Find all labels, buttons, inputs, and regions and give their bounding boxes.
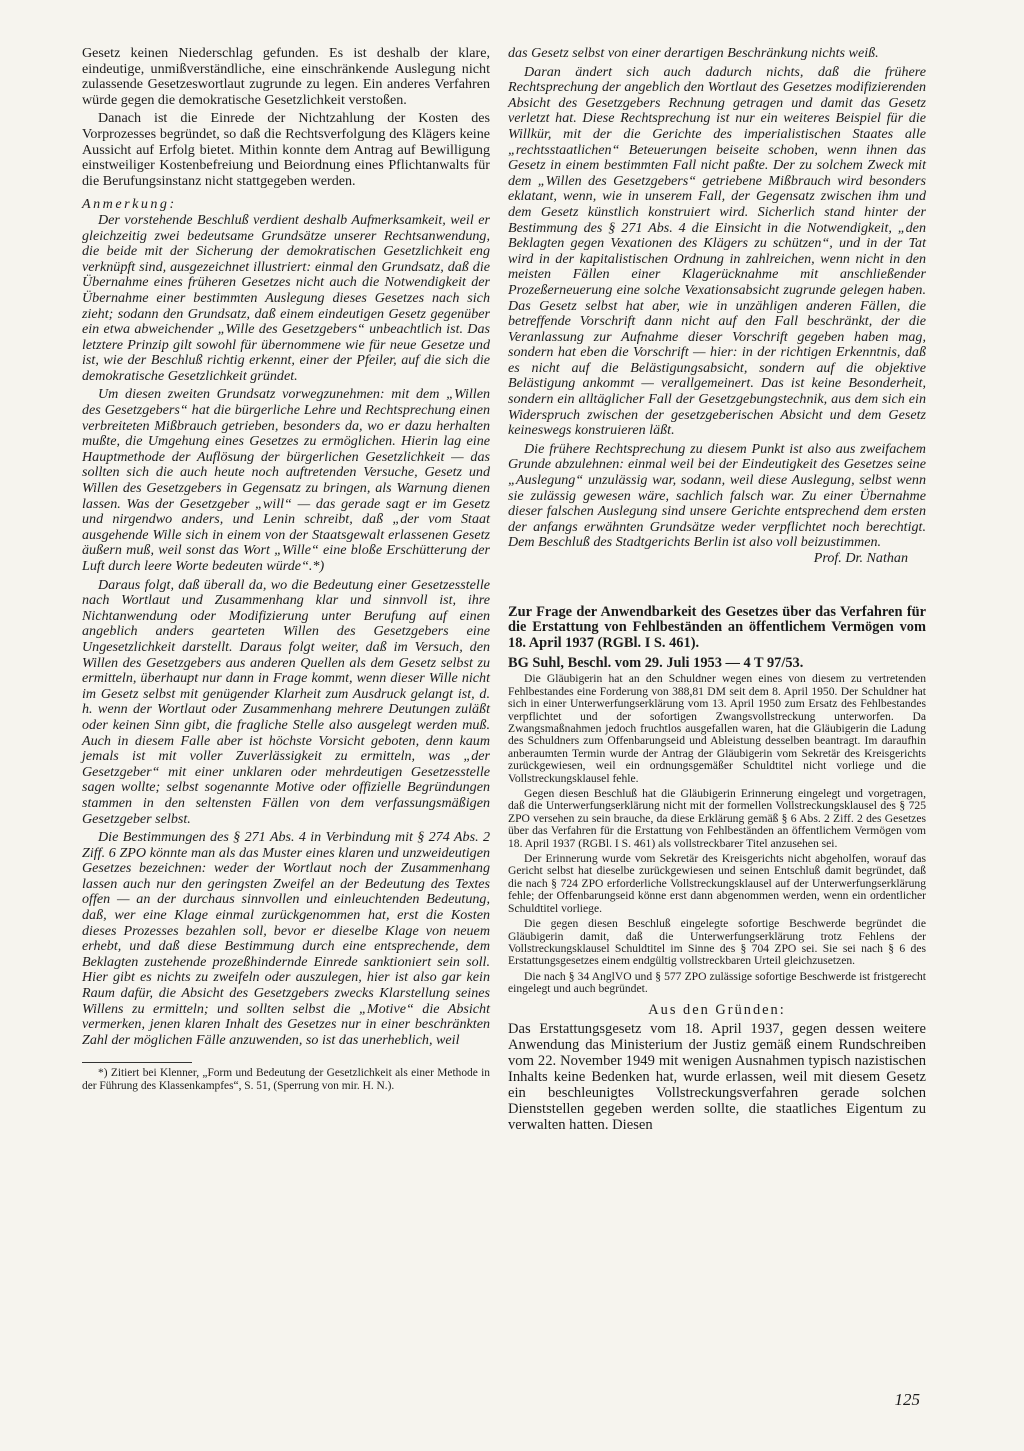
page-number: 125 bbox=[894, 1390, 920, 1409]
remark-heading: Anmerkung: bbox=[82, 196, 177, 213]
facts-paragraph: Gegen diesen Beschluß hat die Gläubigerin Erinnerung eingelegt und vorgetragen, daß die Unterwerfungserklärung nicht mit der formellen Vollstreckungsklausel des § 725 ZPO versehen zu sein brauche, da diese Erklärung gemäß § 6 Abs. 2 Ziff. 2 des Gesetzes über das Verfahren für die Erstattung von Fehlbeständen an öffentlichem Vermögen vom 18. April 1937 (RGBl. I S. 461) als vollstreckbarer Titel anzusehen sei. bbox=[508, 787, 926, 850]
reasons-heading: Aus den Gründen: bbox=[648, 1001, 786, 1018]
facts-paragraph: Der Erinnerung wurde vom Sekretär des Kreisgerichts nicht abgeholfen, worauf das Gericht selbst hat dieselbe zurückgewiesen und seinen Entschluß damit begründet, daß die nach § 724 ZPO erforderliche Vollstreckungsklausel auf der Unterwerfungserklärung fehle; der Offenbarungseid könne erst dann abgenommen werden, wenn ein ordentlicher Schuldtitel vorliege. bbox=[508, 852, 926, 915]
remark-paragraph: Die Bestimmungen des § 271 Abs. 4 in Verbindung mit § 274 Abs. 2 Ziff. 6 ZPO könnte man als das Muster eines klaren und unzweideutigen Gesetzes bezeichnen: weder der Wortlaut noch der Zusammenhang lassen auch nur den geringsten Zweifel an der Bedeutung des Textes offen — an der durchaus sinnvollen und einleuchtenden Bedeutung, daß, wer eine Klage einmal zurückgenommen hat, erst die Kosten dieses Prozesses bezahlen soll, bevor er dieselbe Klage von neuem erhebt, und daß diese Bestimmung durch eine entsprechende, dem Beklagten zustehende prozeßhindernde Einrede sanktioniert sein soll. Hier gibt es nichts zu zweifeln oder auszulegen, hier ist also gar kein Raum dafür, die Absicht des Gesetzgebers zwecks Klarstellung seines Willens zu ermitteln; und sollten selbst die „Motive“ die Absicht vermerken, jenen klaren Inhalt des Gesetzes nur in einer beschränkten Zahl der möglichen Fälle anzuwenden, so ist das unerheblich, weil bbox=[82, 829, 490, 1048]
court-reference: BG Suhl, Beschl. vom 29. Juli 1953 — 4 T 97/53. bbox=[508, 655, 804, 672]
article-title: Zur Frage der Anwendbarkeit des Gesetzes über das Verfahren für die Erstattung von Fehlbeständen an öffentlichem Vermögen vom 18. April 1937 (RGBl. I S. 461). bbox=[508, 603, 926, 651]
remark-paragraph: Der vorstehende Beschluß verdient deshalb Aufmerksamkeit, weil er gleichzeitig zwei bedeutsame Grundsätze unserer Rechtsanwendung, die beide mit der Sicherung der demokratischen Gesetzlichkeit eng verknüpft sind, ausgezeichnet illustriert: einmal den Grundsatz, daß die Übernahme eines früheren Gesetzes nicht auch die Notwendigkeit der Übernahme einer bestimmten Auslegung dieses Gesetzes nach sich zieht; sodann den Grundsatz, daß einem eindeutigen Gesetz gegenüber ein etwa abweichender „Wille des Gesetzgebers“ unbeachtlich ist. Das letztere Prinzip gilt sowohl für übernommene wie für neue Gesetze und ist, wie der Beschluß richtig erkennt, einer der Pfeiler, auf die sich die demokratische Gesetzlichkeit gründet. bbox=[82, 211, 490, 384]
facts-paragraph: Die Gläubigerin hat an den Schuldner wegen eines von diesem zu vertretenden Fehlbestandes eine Forderung von 388,81 DM seit dem 8. April 1950. Der Schuldner hat sich in einer Unterwerfungserklärung vom 13. April 1950 zum Ersatz des Fehlbestandes verpflichtet und der sofortigen Zwangsvollstreckung unterworfen. Da Zwangsmaßnahmen jedoch fruchtlos ausgefallen waren, hat die Gläubigerin die Ladung des Schuldners zum Offenbarungseid und Ableistung desselben beantragt. Im daraufhin anberaumten Termin wurde der Antrag der Gläubigerin vom Sekretär des Kreisgerichts zurückgewiesen, weil ein ordnungsgemäßer Schuldtitel nicht vorliege und die Vollstreckungsklausel fehle. bbox=[508, 672, 926, 785]
author-signature: Prof. Dr. Nathan bbox=[813, 550, 908, 566]
facts-paragraph: Die gegen diesen Beschluß eingelegte sofortige Beschwerde begründet die Gläubigerin damit, daß die Unterwerfungserklärung trotz Fehlens der Vollstreckungsklausel Schuldtitel im Sinne des § 704 ZPO sei. Sie sei nach § 6 des Erstattungsgesetzes einem endgültig vollstreckbaren Urteil gleichzusetzen. bbox=[508, 917, 926, 968]
reasons-paragraph: Das Erstattungsgesetz vom 18. April 1937, gegen dessen weitere Anwendung das Ministerium der Justiz gemäß einem Rundschreiben vom 22. November 1949 mit wenigen Ausnahmen typisch nazistischen Inhalts keine Bedenken hat, wurde erlassen, weil mit diesem Gesetz ein beschleunigtes Vollstreckungsverfahren gerade solchen Dienststellen gegeben werden sollte, die staatliches Eigentum zu verwalten hatten. Diesen bbox=[508, 1020, 926, 1133]
remark-paragraph: Die frühere Rechtsprechung zu diesem Punkt ist also aus zweifachem Grunde abzulehnen: einmal weil bei der Eindeutigkeit des Gesetzes seine „Auslegung“ unzulässig war, sodann, weil diese Auslegung, selbst wenn sie zulässig gewesen wäre, sachlich falsch war. Zu einer Übernahme dieser falschen Auslegung sind unsere Gerichte entsprechend dem ersten der anfangs erwähnten Grundsätze weder verpflichtet noch berechtigt. Dem Beschluß des Stadtgerichts Berlin ist also voll beizustimmen. bbox=[508, 440, 926, 551]
remark-paragraph: das Gesetz selbst von einer derartigen Beschränkung nichts weiß. bbox=[508, 45, 879, 61]
paragraph: Danach ist die Einrede der Nichtzahlung der Kosten des Vorprozesses begründet, so daß die Rechtsverfolgung des Klägers keine Aussicht auf Erfolg bietet. Mithin konnte dem Antrag auf Bewilligung einstweiliger Kostenbefreiung und Beiordnung eines Pflichtanwalts für die Berufungsinstanz nicht stattgegeben werden. bbox=[82, 110, 490, 189]
footnote-divider bbox=[82, 1062, 192, 1063]
left-column bbox=[82, 46, 490, 1092]
paragraph: Gesetz keinen Niederschlag gefunden. Es ist deshalb der klare, eindeutige, unmißverständliche, eine einschränkende Auslegung nicht zulassende Gesetzeswortlaut zugrunde zu legen. Ein anderes Verfahren würde gegen die demokratische Gesetzlichkeit verstoßen. bbox=[82, 45, 490, 108]
right-column bbox=[508, 46, 926, 1133]
remark-paragraph: Um diesen zweiten Grundsatz vorwegzunehmen: mit dem „Willen des Gesetzgebers“ hat die bürgerliche Lehre und Rechtsprechung einen verbreiteten Mißbrauch getrieben, besonders da, wo er dazu herhalten mußte, die Umgehung eines Gesetzes zu ermöglichen. Hierin lag eine Hauptmethode der Auflösung der bürgerlichen Gesetzlichkeit — das sollten sich die auch heute noch auftretenden Versuche, Gesetz und Willen des Gesetzgebers in Gegensatz zu bringen, als Warnung dienen lassen. Was der Gesetzgeber „will“ — das gerade sagt er im Gesetz und nirgendwo anders, und Lenin schreibt, daß „der vom Staat ausgehende Wille sich in einem von der Staatsgewalt erlassenen Gesetz äußern muß, weil sonst das Wort „Wille“ eine bloße Erschütterung der Luft durch leere Worte bedeuten würde“.*) bbox=[82, 386, 490, 574]
remark-paragraph: Daraus folgt, daß überall da, wo die Bedeutung einer Gesetzesstelle nach Wortlaut und Zusammenhang klar und sinnvoll ist, ihre Nichtanwendung oder Modifizierung unter Berufung auf einen angeblich anders gearteten Willen des Gesetzgebers eine Ungesetzlichkeit darstellt. Daraus folgt weiter, daß im Versuch, den Willen des Gesetzgebers aus anderen Quellen als dem Gesetz selbst zu ermitteln, überhaupt nur dann in Frage kommt, wenn dieser Wille nicht im Gesetz selbst mit genügender Klarheit zum Ausdruck gelangt ist, d. h. wenn der Wortlaut oder Zusammenhang mehrere Deutungen zuläßt oder keinen Sinn gibt, die fragliche Stelle also ausgelegt werden muß. Auch in diesem Falle aber ist höchste Vorsicht geboten, denn kaum jemals ist mit voller Zuverlässigkeit zu ermitteln, was „der Gesetzgeber“ mit einer unklaren oder mehrdeutigen Gesetzesstelle sagen wollte; selbst sogenannte Motive oder offizielle Begründungen stammen in den seltensten Fällen von dem verfassungsmäßigen Gesetzgeber selbst. bbox=[82, 576, 490, 827]
footnote: *) Zitiert bei Klenner, „Form und Bedeutung der Gesetzlichkeit als einer Methode in der Führung des Klassenkampfes“, S. 51, (Sperrung von mir. H. N.). bbox=[82, 1067, 490, 1092]
facts-paragraph: Die nach § 34 AnglVO und § 577 ZPO zulässige sofortige Beschwerde ist fristgerecht eingelegt und auch begründet. bbox=[508, 969, 926, 996]
remark-paragraph: Daran ändert sich auch dadurch nichts, daß die frühere Rechtsprechung der angeblich den Wortlaut des Gesetzes modifizierenden Absicht des Gesetzgebers Rechnung getragen und damit das Gesetz verletzt hat. Diese Rechtsprechung ist nur ein weiteres Beispiel für die Willkür, mit der die Gerichte des imperialistischen Staates alle „rechtsstaatlichen“ Beteuerungen beiseite schoben, wenn ihnen das Gesetz in einem bestimmten Fall nicht paßte. Der zu solchem Zweck mit dem „Willen des Gesetzgebers“ getriebene Mißbrauch wird besonders eklatant, wenn, wie in unserem Fall, der Gegensatz zwischen ihm und dem Gesetz künstlich konstruiert wird. Sicherlich stand hinter der Bestimmung des § 271 Abs. 4 die Einsicht in die Notwendigkeit, „den Beklagten gegen Vexationen des Klägers zu schützen“, und in der Tat wird in der kapitalistischen Ordnung in zahlreichen, wenn nicht in den meisten Fällen einer Klagerücknahme mit anschließender Prozeßerneuerung eine solche Vexationsabsicht zugrunde gelegen haben. Das Gesetz selbst hat aber, wie in unzähligen anderen Fällen, die betreffende Vorschrift dann nicht auf den Fall beschränkt, der die Veranlassung zur Aufnahme dieser Vorschrift gegeben haben mag, sondern hat eben die Vorschrift — hier: in der richtigen Erkenntnis, daß es nicht auf die Belästigungsabsicht, sondern auf die objektive Belästigung ankommt — verallgemeinert. Das ist keine Besonderheit, sondern ein alltäglicher Fall der Gesetzgebungstechnik, aus dem sich ein Widerspruch zwischen der gesetzgeberischen Absicht und dem Gesetz keineswegs konstruieren läßt. bbox=[508, 63, 926, 439]
